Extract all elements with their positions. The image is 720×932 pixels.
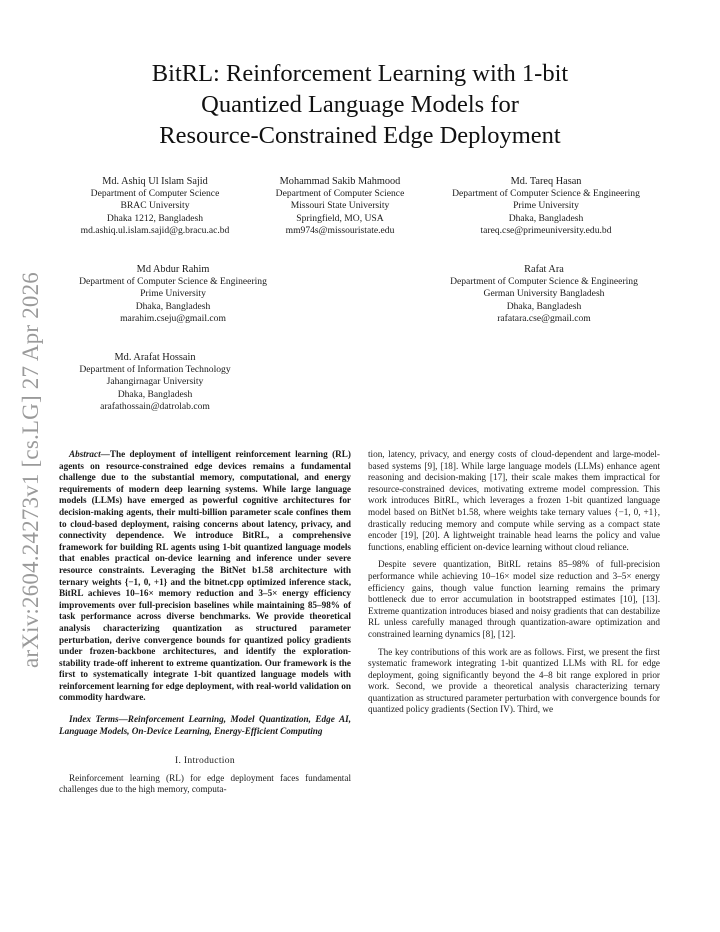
author-location: Dhaka 1212, Bangladesh [106, 212, 204, 224]
abstract-text: —The deployment of intelligent reinforcement learning (RL) agents on resource-constrained edge devices remains a fundamental challenge due to the substantial memory, computational, and energy requirements of modern deep learning systems. While large language models (LLMs) have emerged as powerful cognitive architectures for decision-making agents, their multi-billion parameter scale confines them to cloud-based deployment, raising concerns about latency, privacy, and connectivity dependence. We introduce BitRL, a comprehensive framework for building RL agents using 1-bit quantized language models that enables practical on-device learning and inference under severe resource constraints. Leveraging the BitNet b1.58 architecture with ternary weights {−1, 0, +1} and the bitnet.cpp optimized inference stack, BitRL achieves 10–16× memory reduction and 3–5× energy efficiency improvements over full-precision baselines while maintaining 85–98% of task performance across diverse benchmarks. We provide theoretical analysis characterizing quantization as structured parameter perturbation, derive convergence bounds for quantized policy gradients under frozen-backbone architectures, and identify the exploration-stability trade-off inherent to extreme quantization. Our framework is the first to systematically integrate 1-bit quantized language models with reinforcement learning for edge deployment, with real-world validation on commodity hardware. [59, 449, 351, 703]
author-department: Department of Computer Science & Engineering [452, 188, 640, 200]
author-email: md.ashiq.ul.islam.sajid@g.bracu.ac.bd [80, 224, 230, 236]
intro-paragraph: Reinforcement learning (RL) for edge deployment faces fundamental challenges due to the high memory, computa- [59, 772, 351, 795]
author-block [55, 352, 255, 413]
author-name: Md. Arafat Hossain [114, 352, 196, 363]
author-department: Department of Computer Science & Engineering [450, 276, 638, 288]
intro-paragraph: tion, latency, privacy, and energy costs of cloud-dependent and large-model-based systems [9], [18]. While large language models (LLMs) enhance agent reasoning and decision-making [17], their scale makes them impractical for resource-constrained devices, motivating extreme model compression. This work introduces BitRL, which leverages a frozen 1-bit quantized language model based on BitNet b1.58, where weights take ternary values {−1, 0, +1}, drastically reducing memory and compute while serving as a compact state encoder [19], [20]. A lightweight trainable head learns the policy and value functions, enabling efficient on-device learning without cloud reliance. [368, 449, 660, 552]
author-location: Dhaka, Bangladesh [508, 212, 584, 224]
author-department: Department of Computer Science [90, 188, 220, 200]
author-email: marahim.cseju@gmail.com [120, 312, 226, 324]
author-name: Md. Ashiq Ul Islam Sajid [102, 176, 208, 187]
intro-paragraph: Despite severe quantization, BitRL retains 85–98% of full-precision performance while achieving 10–16× model size reduction and 3–5× energy efficiency gains, though value function learning remains the primary bottleneck due to error accumulation in bootstrapped estimates [10], [13]. Extreme quantization introduces biased and noisy gradients that can destabilize RL unless carefully managed through quantization-aware optimization and constrained learning dynamics [8], [12]. [368, 559, 660, 639]
author-location: Dhaka, Bangladesh [135, 300, 211, 312]
author-location: Springfield, MO, USA [296, 212, 384, 224]
author-organization: Prime University [140, 288, 206, 300]
author-location: Dhaka, Bangladesh [506, 300, 582, 312]
author-block [428, 176, 664, 237]
author-organization: BRAC University [120, 200, 190, 212]
author-location: Dhaka, Bangladesh [117, 388, 193, 400]
author-name: Rafat Ara [524, 264, 564, 275]
author-block [60, 176, 250, 237]
author-name: Md. Tareq Hasan [510, 176, 582, 187]
author-department: Department of Information Technology [79, 364, 231, 376]
author-name: Mohammad Sakib Mahmood [279, 176, 401, 187]
arxiv-identifier: arXiv:2604.24273v1 [cs.LG] 27 Apr 2026 [18, 272, 43, 668]
author-name: Md Abdur Rahim [136, 264, 210, 275]
intro-paragraph: The key contributions of this work are as follows. First, we present the first systematic framework integrating 1-bit quantized LLMs with RL for edge deployment, going significantly beyond the 4–8 bit range explored in prior work. Second, we provide a theoretical analysis characterizing ternary quantization as structured parameter perturbation with convergence bounds for quantized policy gradients (Section IV). Third, we [368, 646, 660, 715]
author-department: Department of Computer Science [275, 188, 405, 200]
paper-title [60, 58, 660, 151]
index-terms: Index Terms—Reinforcement Learning, Model Quantization, Edge AI, Language Models, On-Device Learning, Energy-Efficient Computing [59, 714, 351, 736]
author-organization: Jahangirnagar University [106, 376, 204, 388]
author-organization: Prime University [513, 200, 579, 212]
title-line: Resource-Constrained Edge Deployment [159, 122, 561, 149]
author-email: arafathossain@datrolab.com [100, 400, 210, 412]
title-line: BitRL: Reinforcement Learning with 1-bit [151, 60, 569, 87]
section-heading: I. Introduction [175, 755, 235, 767]
author-block [252, 176, 428, 237]
author-email: tareq.cse@primeuniversity.edu.bd [480, 224, 612, 236]
abstract-label: Abstract [69, 449, 101, 459]
author-block [55, 264, 291, 325]
author-organization: German University Bangladesh [483, 288, 605, 300]
author-block [426, 264, 662, 325]
title-line: Quantized Language Models for [201, 91, 519, 118]
right-column [368, 449, 660, 722]
abstract [59, 449, 351, 704]
author-department: Department of Computer Science & Engineering [79, 276, 267, 288]
author-email: mm974s@missouristate.edu [285, 224, 395, 236]
author-organization: Missouri State University [290, 200, 390, 212]
author-email: rafatara.cse@gmail.com [497, 312, 591, 324]
left-column [59, 449, 351, 802]
